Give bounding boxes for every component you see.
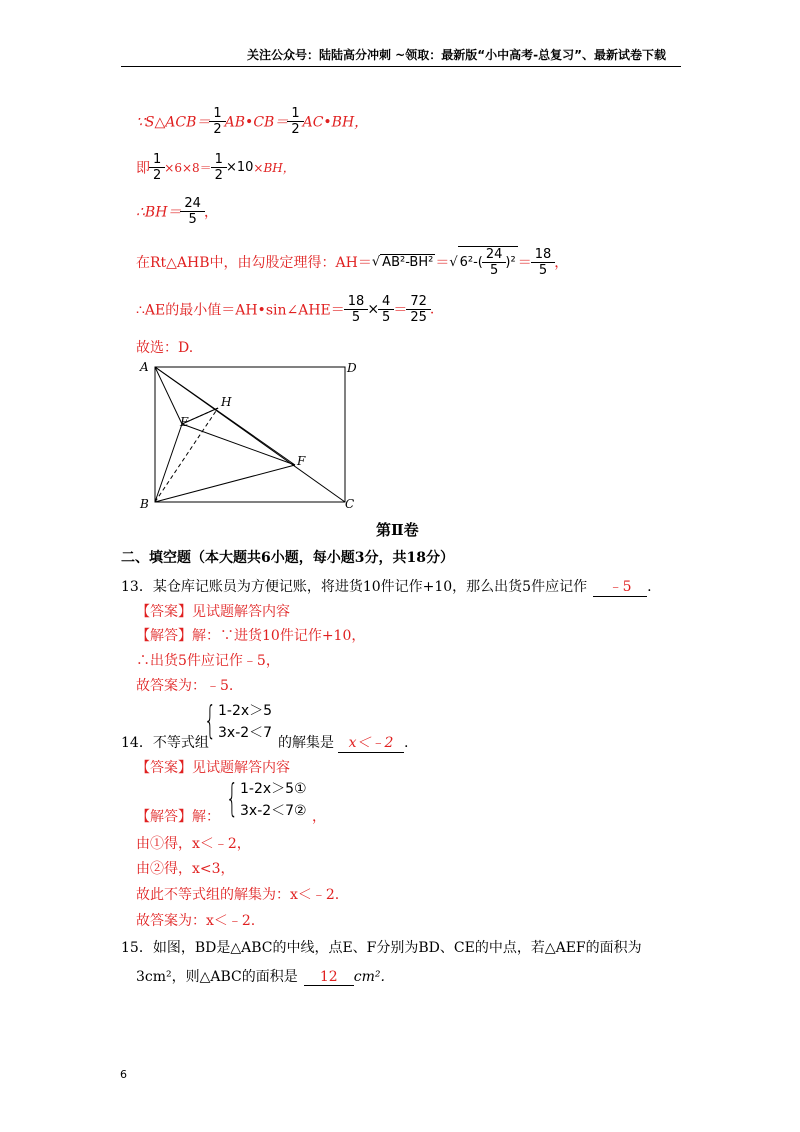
numerator: 4 [382,294,391,309]
denominator: 5 [351,310,361,325]
question-14 [121,732,209,752]
denominator: 5 [188,212,197,227]
equals: ＝ [435,255,450,271]
question-14-rest [278,732,408,753]
q14-step-1: 由①得，x＜﹣2， [136,836,251,852]
question-stem-mid: 的解集是 [278,735,334,751]
pythagoras-text: 在Rt△AHB中，由勾股定理得：AH＝ [136,255,372,271]
denominator: 5 [538,262,548,278]
q14-step-4: 故答案为：x＜﹣2. [136,913,256,929]
ji-label: 即 [136,160,150,177]
times-10: ×10 [225,160,254,175]
comma: ， [312,809,326,825]
answer-blank [593,576,647,597]
section-heading: 二、填空题（本大题共6小题，每小题3分，共18分） [121,550,454,566]
label-b: B [140,497,149,511]
period: . [647,579,652,595]
segment-ef [182,424,295,465]
fraction-half [213,152,225,183]
q14-solution-prefix: 【解答】解： [136,809,220,825]
label-h: H [221,395,232,409]
fraction-half [151,152,163,183]
product-ac-bh: AC•BH， [302,114,369,131]
radicand [458,246,518,278]
numerator: 24 [485,247,503,262]
answer-choice: 故选：D. [136,340,194,356]
comma: ， [554,255,569,271]
question-15-line-2 [136,966,385,986]
segment-ae [155,367,182,424]
numerator: 18 [534,246,552,262]
solution-line-1 [136,106,368,137]
unit: cm². [353,969,385,985]
header-rule [121,66,681,67]
numerator: 18 [347,294,365,309]
inequality-1: 1-2x＞5 [218,703,273,719]
label-a: A [140,360,149,374]
times-bh: ×BH， [253,161,295,175]
inequality-2: 3x-2＜7② [240,803,307,819]
q14-step-3: 故此不等式组的解集为：x＜﹣2. [136,887,340,903]
q13-solution-2: ∴出货5件应记作﹣5， [136,653,280,669]
solution-line-4 [136,246,568,278]
solution-line-2 [136,152,295,183]
radicand: AB²-BH² [382,254,434,270]
comma: ， [203,204,218,221]
q13-answer: 【答案】见试题解答内容 [136,604,290,620]
denominator: 5 [490,263,499,278]
solution-line-3 [136,196,218,227]
times-sign: × [367,301,380,318]
question-stem: 14．不等式组 [121,735,209,751]
denominator: 25 [410,310,427,325]
q13-solution-1: 【解答】解：∵进货10件记作+10， [136,628,366,644]
product-ab-cb: AB•CB＝ [224,114,289,131]
equals: ＝ [393,302,408,319]
denominator: 5 [382,310,391,325]
geometry-figure [130,358,370,516]
q13-solution-3: 故答案为：﹣5. [136,678,234,694]
numerator: 24 [184,196,201,211]
page-header: 关注公众号：陆陆高分冲刺 ~领取：最新版“小中高考-总复习”、最新试卷下载 [247,48,666,62]
fraction-4-5 [380,294,392,325]
fraction-24-5 [484,247,505,278]
denominator: 2 [213,122,222,137]
numerator: 1 [214,152,223,167]
inequality-system-solution [226,778,326,824]
fraction-half [211,106,223,137]
radicand-end: )² [505,255,516,270]
answer-value: ﹣5 [608,579,632,595]
fraction-18-5 [346,294,367,325]
answer-value: 12 [319,969,338,985]
numerator: 1 [153,152,162,167]
period: . [429,301,435,318]
denominator: 2 [214,168,223,183]
radicand-start: 6²-( [459,255,483,270]
solution-line-5 [136,294,434,325]
numerator: 72 [410,294,427,309]
area-expr: ∵S△ACB＝ [136,114,211,131]
sqrt-6-expr: √ 6²-( $\frac{24}{5}$ )² [449,247,516,278]
numerator: 1 [291,106,300,121]
inequality-1: 1-2x＞5① [240,781,307,797]
numerator: 1 [213,106,222,121]
period: . [404,735,409,751]
denominator: 2 [153,168,162,183]
denominator: 2 [291,122,300,137]
fraction-72-25 [408,294,429,325]
sqrt-ab-bh: √ AB²-BH² [371,254,434,270]
question-stem: 3cm²，则△ABC的面积是 [136,969,298,985]
label-c: C [345,497,355,511]
segment-af [155,367,295,465]
q14-answer: 【答案】见试题解答内容 [136,760,290,776]
brace-icon: { [204,698,217,742]
product-6-8: ×6×8＝ [164,161,212,175]
fraction-half [289,106,301,137]
volume-title: 第Ⅱ卷 [376,521,419,539]
fraction-18-5 [533,247,554,278]
brace-icon: { [226,776,239,820]
ae-min-text: ∴AE的最小值＝AH•sin∠AHE＝ [136,302,345,319]
question-15-line-1: 15．如图，BD是△ABC的中线，点E、F分别为BD、CE的中点，若△AEF的面积为 [121,940,642,956]
q14-step-2: 由②得，x<3， [136,861,235,877]
equals: ＝ [517,255,532,271]
answer-blank [338,732,404,753]
page-number: 6 [120,1068,127,1081]
answer-value: x＜﹣2 [348,735,394,751]
question-13 [121,576,652,597]
label-d: D [347,361,357,375]
answer-blank [304,969,354,986]
inequality-2: 3x-2＜7 [218,725,273,741]
label-e: E [180,415,189,429]
bh-expr: ∴BH＝ [136,204,182,221]
question-stem: 13．某仓库记账员为方便记账，将进货10件记作+10，那么出货5件应记作 [121,579,588,595]
segment-eb [155,424,182,502]
fraction-24-5 [182,196,203,227]
label-f: F [297,454,306,468]
